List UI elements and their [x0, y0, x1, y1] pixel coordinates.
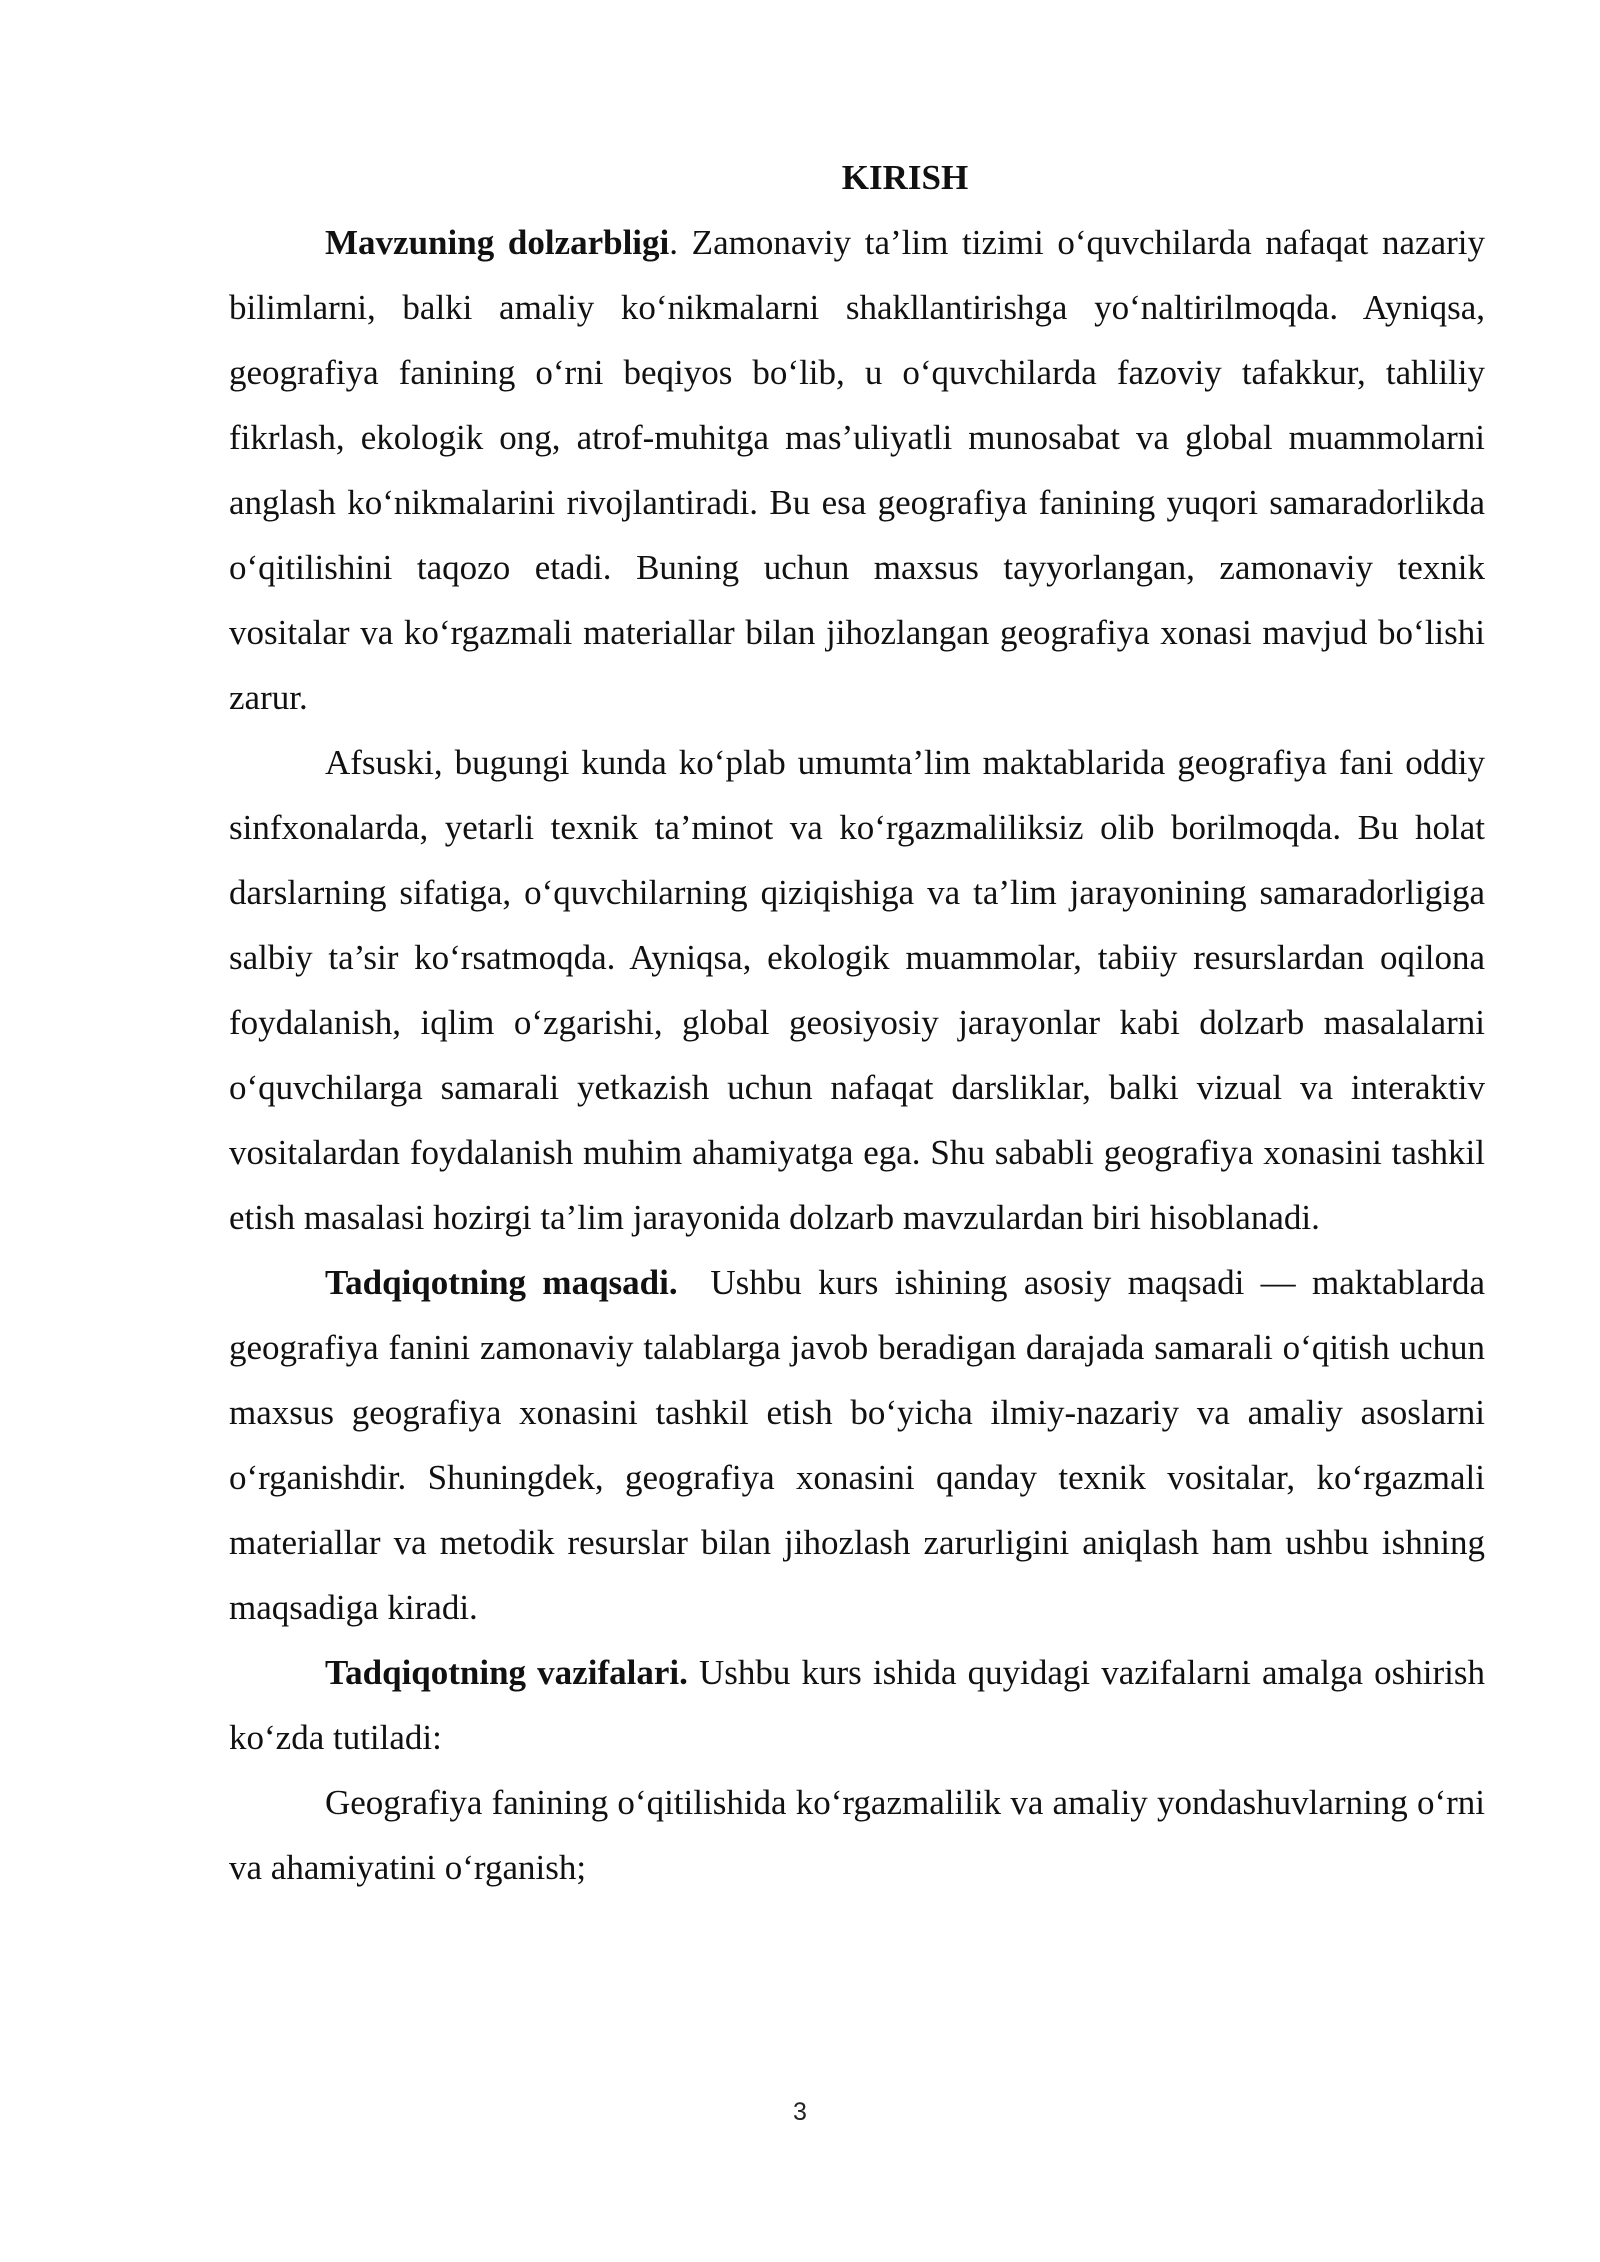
paragraph-lead: Tadqiqotning vazifalari. [325, 1653, 688, 1692]
paragraph-text: Ushbu kurs ishida quyidagi vazifalarni amalga oshirish ko‘zda tutiladi: [229, 1653, 1485, 1757]
paragraph-relevance [229, 210, 1485, 730]
paragraph-aim [229, 1250, 1494, 1640]
paragraph-text: Afsuski, bugungi kunda ko‘plab umumta’lim maktablarida geografiya fani oddiy sinfxonalarda, yetarli texnik ta’minot va ko‘rgazmaliliksiz olib borilmoqda. Bu holat darslarning sifatiga, o‘quvchilarning qiziqishiga va ta’lim jarayonining samaradorligiga salbiy ta’sir ko‘rsatmoqda. Ayniqsa, ekologik muammolar, tabiiy resurslardan oqilona foydalanish, iqlim o‘zgarishi, global geosiyosiy jarayonlar kabi dolzarb masalalarni o‘quvchilarga samarali yetkazish uchun nafaqat darsliklar, balki vizual va interaktiv vositalardan foydalanish muhim ahamiyatga ega. Shu sababli geografiya xonasini tashkil etish masalasi hozirgi ta’lim jarayonida dolzarb mavzulardan biri hisoblanadi. [229, 743, 1485, 1237]
section-heading: KIRISH [841, 158, 969, 197]
paragraph-lead: Mavzuning dolzarbligi [325, 223, 670, 262]
paragraph-tasks [229, 1640, 1485, 1770]
paragraph-text: Ushbu kurs ishining asosiy maqsadi — maktablarda geografiya fanini zamonaviy talablarga javob beradigan darajada samarali o‘qitish uchun maxsus geografiya xonasini tashkil etish bo‘yicha ilmiy-nazariy va amaliy asoslarni o‘rganishdir. Shuningdek, geografiya xonasini qanday texnik vositalar, ko‘rgazmali materiallar va metodik resurslar bilan jihozlash zarurligini aniqlash ham ushbu ishning maqsadiga kiradi. [229, 1263, 1494, 1627]
paragraph-task-item [229, 1770, 1485, 1900]
paragraph-lead: Tadqiqotning maqsadi. [325, 1263, 678, 1302]
page-number: 3 [793, 2098, 807, 2126]
page-body [229, 145, 1494, 1900]
paragraph-problem [229, 730, 1485, 1250]
paragraph-text: Geografiya fanining o‘qitilishida ko‘rgazmalilik va amaliy yondashuvlarning o‘rni va ahamiyatini o‘rganish; [229, 1783, 1485, 1887]
paragraph-text: . Zamonaviy ta’lim tizimi o‘quvchilarda nafaqat nazariy bilimlarni, balki amaliy ko‘nikmalarni shakllantirishga yo‘naltirilmoqda. Ayniqsa, geografiya fanining o‘rni beqiyos bo‘lib, u o‘quvchilarda fazoviy tafakkur, tahliliy fikrlash, ekologik ong, atrof-muhitga mas’uliyatli munosabat va global muammolarni anglash ko‘nikmalarini rivojlantiradi. Bu esa geografiya fanining yuqori samaradorlikda o‘qitilishini taqozo etadi. Buning uchun maxsus tayyorlangan, zamonaviy texnik vositalar va ko‘rgazmali materiallar bilan jihozlangan geografiya xonasi mavjud bo‘lishi zarur. [229, 223, 1486, 717]
